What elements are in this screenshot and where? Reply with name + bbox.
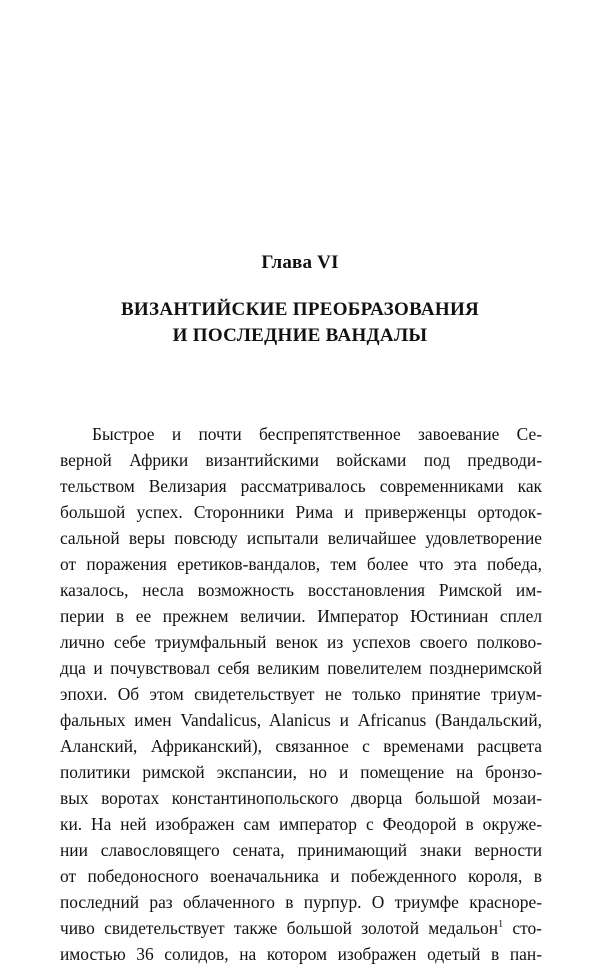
- chapter-title: [0, 297, 600, 349]
- text-line: лично себе триумфальный венок из успехов своего полково-: [60, 632, 542, 652]
- text-line: нии славословящего сената, принимающий знаки верности: [60, 840, 542, 860]
- text-line: вых воротах константинопольского дворца большой мозаи-: [60, 788, 542, 808]
- text-line: тельством Велизария рассматривалось современниками как: [60, 476, 542, 496]
- text-line: имостью 36 солидов, на котором изображен одетый в пан-: [60, 944, 542, 964]
- chapter-label: Глава VI: [261, 252, 339, 273]
- text-line: эпохи. Об этом свидетельствует не только принятие триум-: [60, 684, 542, 704]
- text-line: казалось, несла возможность восстановления Римской им-: [60, 580, 542, 600]
- text-line: Аланский, Африканский), связанное с временами расцвета: [60, 736, 542, 756]
- text-line: политики римской экспансии, но и помещение на бронзо-: [60, 762, 542, 782]
- text-line: сальной веры повсюду испытали величайшее удовлетворение: [60, 528, 542, 548]
- text-line: последний раз облаченного в пурпур. О триумфе красноре-: [60, 892, 542, 912]
- chapter-title-line-1: ВИЗАНТИЙСКИЕ ПРЕОБРАЗОВАНИЯ: [120, 299, 480, 320]
- text-line: фальных имен Vandalicus, Alanicus и Africanus (Вандальский,: [60, 710, 542, 730]
- text-line-tail: сто-: [503, 918, 542, 938]
- text-line: Быстрое и почти беспрепятственное завоевание Се-: [92, 424, 542, 444]
- text-line-main: чиво свидетельствует также большой золотой медальон: [60, 918, 499, 938]
- text-line: от победоносного военачальника и побежденного короля, в: [60, 866, 542, 886]
- text-line: от поражения еретиков-вандалов, тем более что эта победа,: [60, 554, 542, 574]
- text-line-with-footnote: [60, 915, 542, 941]
- chapter-title-line-2: И ПОСЛЕДНИЕ ВАНДАЛЫ: [172, 325, 428, 346]
- text-line: ки. На ней изображен сам император с Феодорой в окруже-: [60, 814, 542, 834]
- text-line: большой успех. Сторонники Рима и приверженцы ортодок-: [60, 502, 542, 522]
- footnote-reference[interactable]: 1: [498, 919, 504, 930]
- chapter-body-paragraph: [60, 421, 542, 967]
- text-line: перии в ее прежнем величии. Император Юстиниан сплел: [60, 606, 542, 626]
- text-line: дца и почувствовал себя великим повелителем позднеримской: [60, 658, 542, 678]
- text-line: верной Африки византийскими войсками под предводи-: [60, 450, 542, 470]
